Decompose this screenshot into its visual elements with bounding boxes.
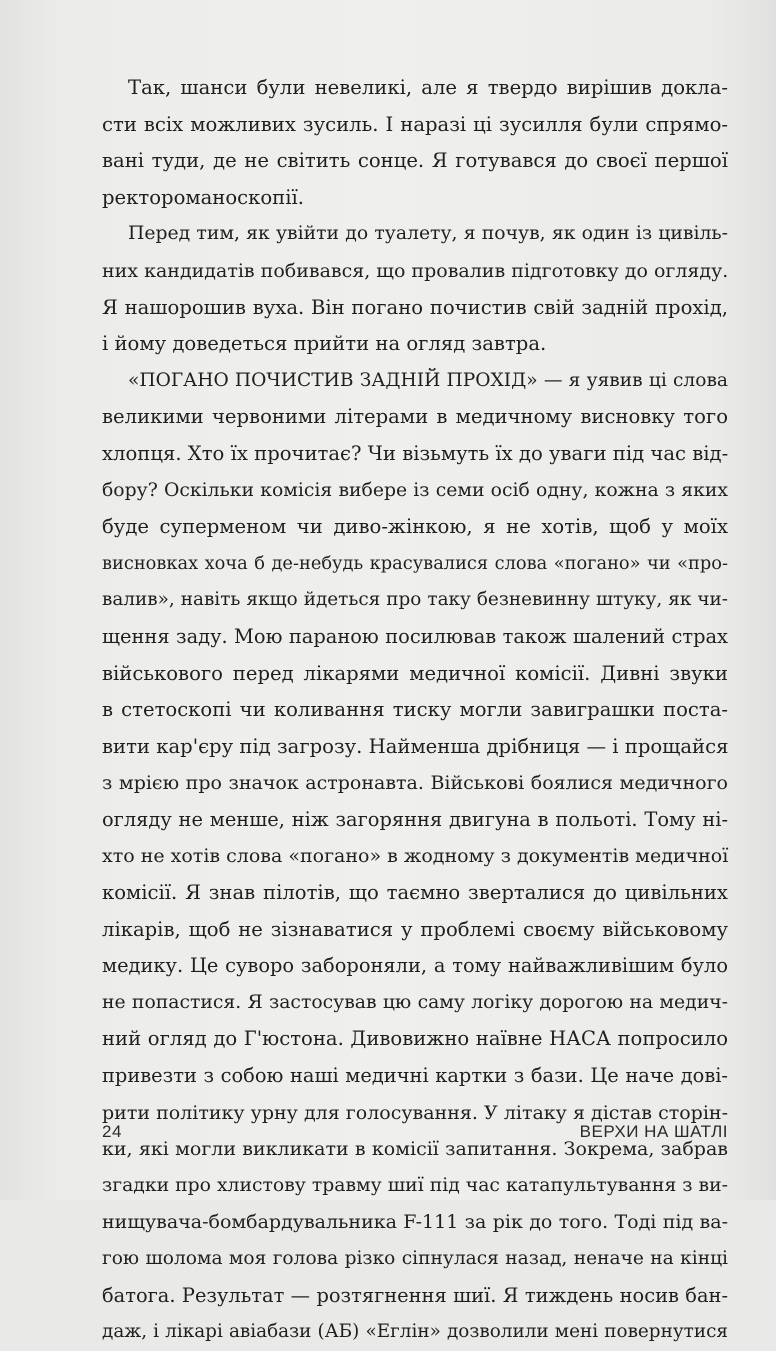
- text-line: вити кар'єру під загрозу. Найменша дрібниця — і прощайся: [102, 734, 729, 758]
- page-number: 24: [102, 1122, 122, 1141]
- running-head: ВЕРХИ НА ШАТЛІ: [579, 1122, 728, 1141]
- text-line: бору? Оскільки комісія вибере із семи осіб одну, кожна з яких: [102, 479, 728, 501]
- text-line: буде суперменом чи диво-жінкою, я не хотів, щоб у моїх: [102, 515, 728, 539]
- text-line: нищувача-бомбардувальника F-111 за рік до того. Тоді під ва-: [102, 1211, 728, 1234]
- text-line: лікарів, щоб не зізнаватися у проблемі своєму військовому: [102, 917, 728, 941]
- text-line: огляду не менше, ніж загоряння двигуна в польоті. Тому ні-: [102, 807, 728, 831]
- text-line: Перед тим, як увійти до туалету, я почув, як один із цивіль-: [128, 223, 728, 245]
- text-line: валив», навіть якщо йдеться про таку безневинну штуку, як чи-: [102, 589, 728, 611]
- text-line: вані туди, де не світить сонце. Я готувався до своєї першої: [102, 149, 728, 173]
- text-line: комісії. Я знав пілотів, що таємно зверталися до цивільних: [102, 881, 728, 905]
- text-line: з мрією про значок астронавта. Військові боялися медичного: [102, 772, 728, 795]
- text-line: них кандидатів побивався, що провалив підготовку до огляду.: [102, 259, 729, 282]
- text-line: рити політику урну для голосування. У літаку я дістав сторін-: [102, 1101, 728, 1124]
- text-line: великими червоними літерами в медичному висновку того: [102, 405, 728, 429]
- text-line: гою шолома моя голова різко сіпнулася назад, неначе на кінці: [102, 1248, 728, 1269]
- body-text: [102, 70, 728, 1351]
- text-line: висновках хоча б де-небудь красувалися слова «погано» чи «про-: [102, 552, 728, 574]
- text-line: ки, які могли викликати в комісії запитання. Зокрема, забрав: [102, 1138, 728, 1161]
- text-line: в стетоскопі чи коливання тиску могли завиграшки поста-: [102, 698, 728, 722]
- text-line: згадки про хлистову травму шиї під час катапультування з ви-: [102, 1174, 728, 1196]
- text-line: ний огляд до Г'юстона. Дивовижно наївне НАСА попросило: [102, 1027, 728, 1051]
- text-line: хлопця. Хто їх прочитає? Чи візьмуть їх до уваги під час від-: [102, 441, 729, 465]
- text-line: батога. Результат — розтягнення шиї. Я тиждень носив бан-: [102, 1283, 728, 1307]
- text-line: «ПОГАНО ПОЧИСТИВ ЗАДНІЙ ПРОХІД» — я уявив ці слова: [128, 369, 728, 391]
- text-line: медику. Це суворо забороняли, а тому найважливішим було: [102, 954, 728, 978]
- text-line: і йому доведеться прийти на огляд завтра.: [102, 332, 547, 356]
- text-line: хто не хотів слова «погано» в жодному з документів медичної: [102, 845, 729, 868]
- text-line: не попастися. Я застосував цю саму логіку дорогою на медич-: [102, 991, 728, 1013]
- text-line: щення заду. Мою параною посилював також шалений страх: [102, 624, 728, 648]
- text-line: привезти з собою наші медичні картки з бази. Це наче дові-: [102, 1064, 728, 1088]
- text-line: ректороманоскопії.: [102, 185, 304, 209]
- text-line: Я нашорошив вуха. Він погано почистив свій задній прохід,: [102, 295, 728, 319]
- text-line: Так, шанси були невеликі, але я твердо вирішив докла-: [128, 76, 728, 99]
- text-line: даж, і лікарі авіабази (АБ) «Еглін» дозволили мені повернутися: [102, 1321, 728, 1343]
- text-line: військового перед лікарями медичної комісії. Дивні звуки: [102, 661, 728, 685]
- text-line: сти всіх можливих зусиль. І наразі ці зусилля були спрямо-: [102, 112, 728, 136]
